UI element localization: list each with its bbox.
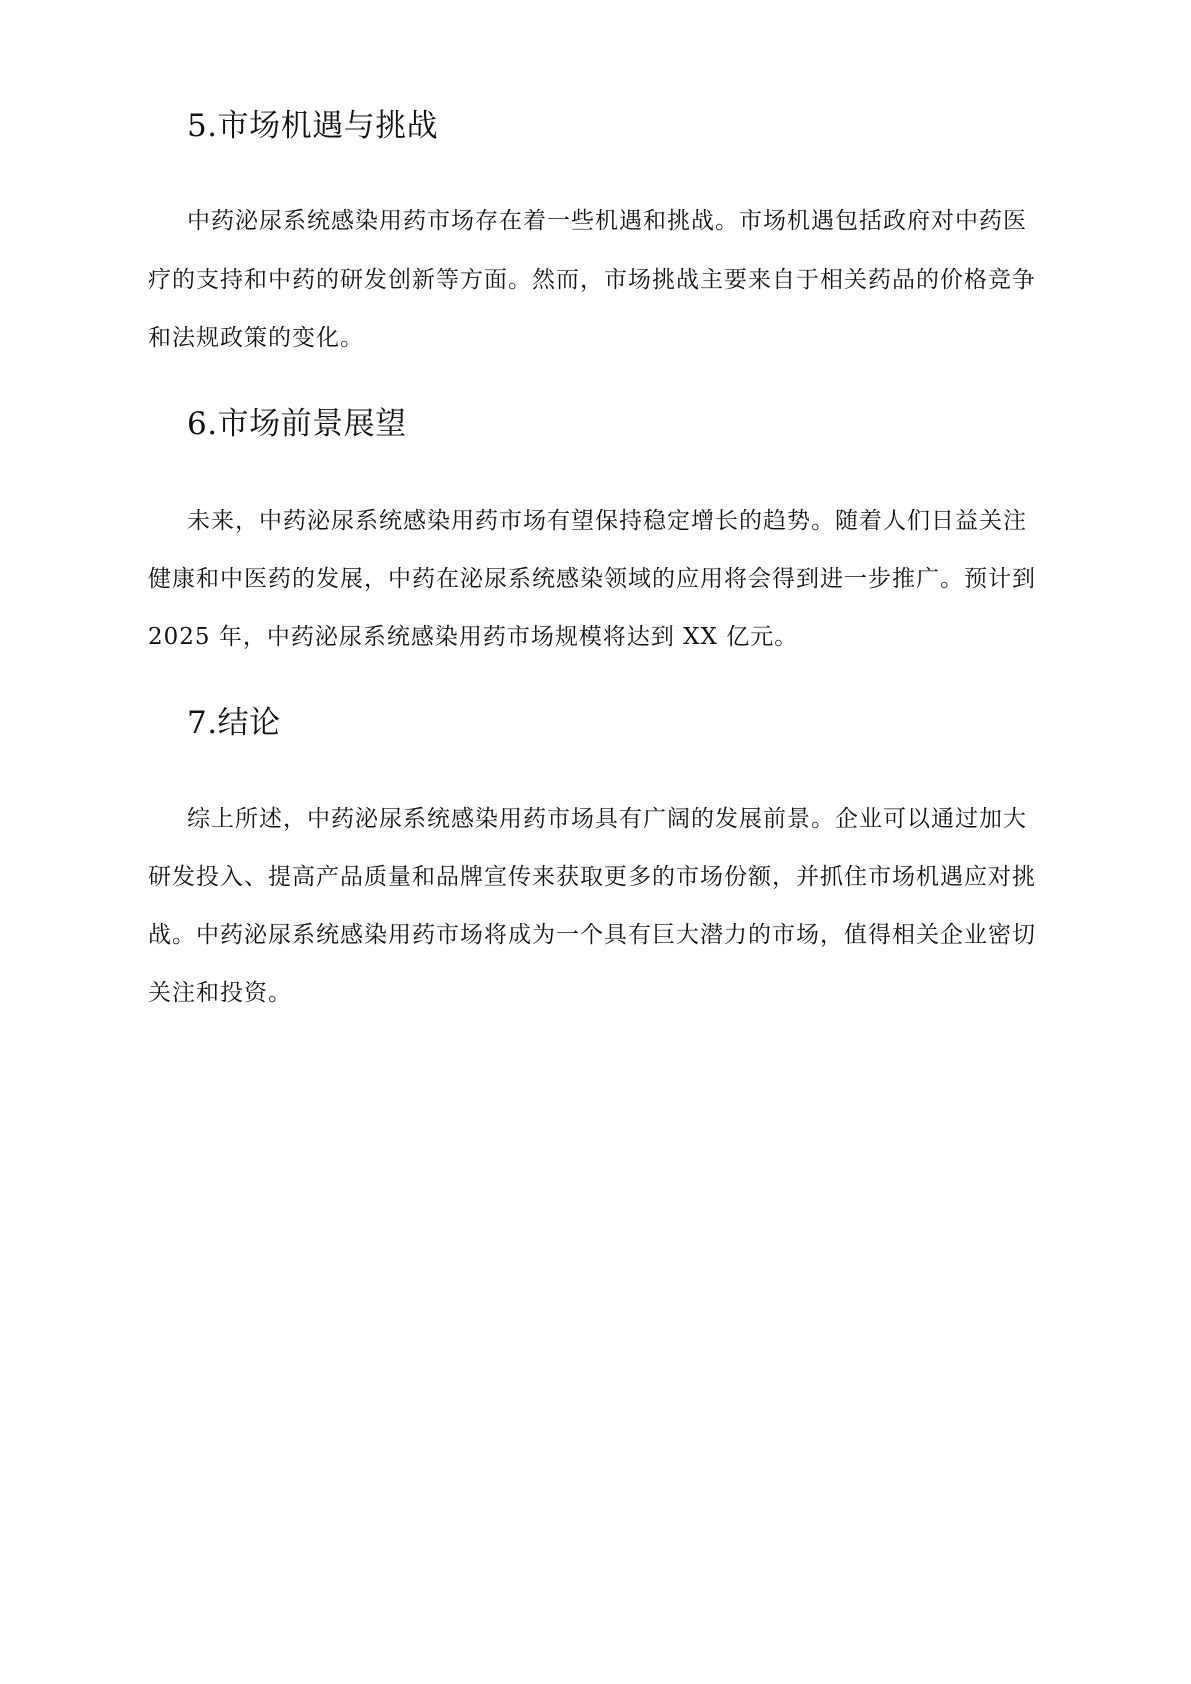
paragraph-line: 关注和投资。 xyxy=(148,980,292,1006)
section-heading-7: 7.结论 xyxy=(187,705,281,741)
paragraph-line: 2025 年，中药泌尿系统感染用药市场规模将达到 XX 亿元。 xyxy=(148,624,799,650)
paragraph-line: 战。中药泌尿系统感染用药市场将成为一个具有巨大潜力的市场，值得相关企业密切 xyxy=(148,922,1036,948)
section-heading-6: 6.市场前景展望 xyxy=(187,406,407,442)
paragraph-line: 健康和中医药的发展，中药在泌尿系统感染领域的应用将会得到进一步推广。预计到 xyxy=(148,566,1036,592)
section-heading-5: 5.市场机遇与挑战 xyxy=(187,108,439,144)
paragraph-line: 综上所述，中药泌尿系统感染用药市场具有广阔的发展前景。企业可以通过加大 xyxy=(187,806,1027,832)
paragraph-line: 未来，中药泌尿系统感染用药市场有望保持稳定增长的趋势。随着人们日益关注 xyxy=(187,508,1027,534)
paragraph-line: 疗的支持和中药的研发创新等方面。然而，市场挑战主要来自于相关药品的价格竞争 xyxy=(148,267,1036,293)
paragraph-line: 中药泌尿系统感染用药市场存在着一些机遇和挑战。市场机遇包括政府对中药医 xyxy=(187,208,1027,234)
paragraph-line: 和法规政策的变化。 xyxy=(148,325,364,351)
paragraph-line: 研发投入、提高产品质量和品牌宣传来获取更多的市场份额，并抓住市场机遇应对挑 xyxy=(148,864,1036,890)
